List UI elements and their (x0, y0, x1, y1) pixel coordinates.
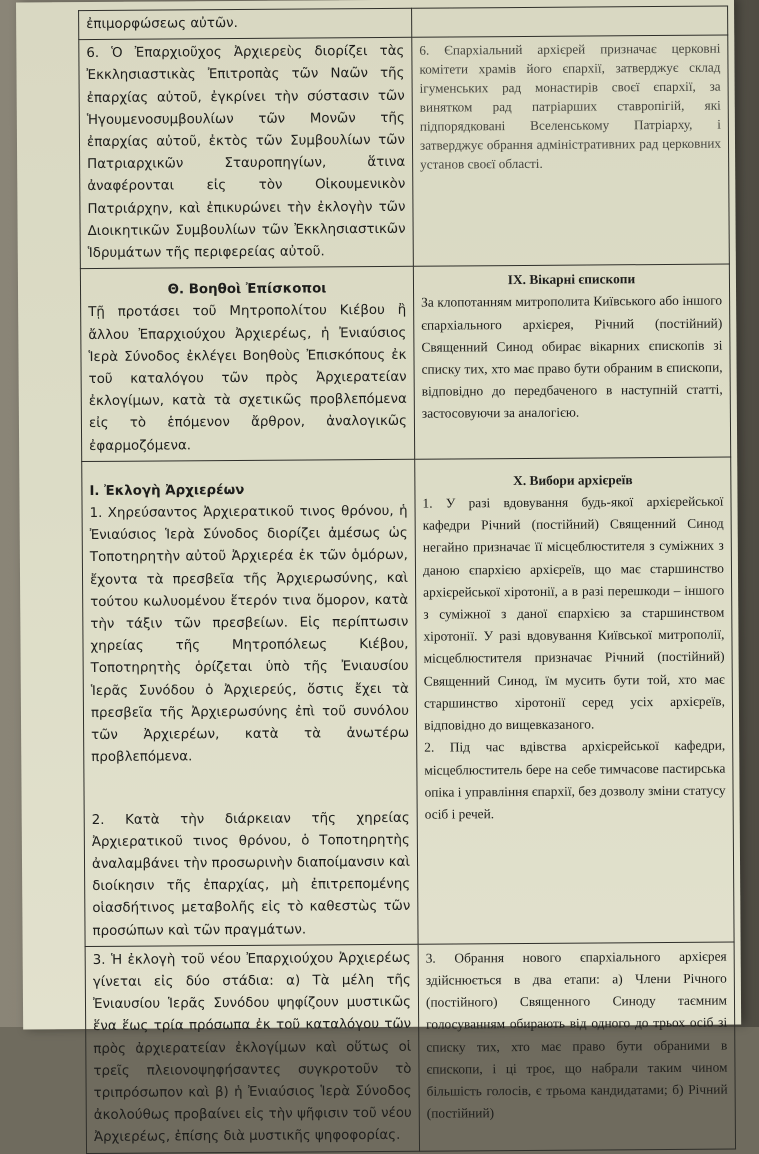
ukrainian-paragraph: За клопотанням митрополита Київського або іншого єпархіального архієрея, Річний (постійний) Священний Синод обирає вікарних єпископів зі списку тих, хто має право бути обраним в єпископи, відповідно до передбаченого в наступній статті, застосовуючи за аналогією. (421, 293, 723, 422)
ukrainian-cell (413, 264, 730, 459)
ukrainian-section-heading: X. Вибори архієреїв (513, 472, 633, 488)
table-row (79, 35, 730, 269)
greek-cell (79, 37, 414, 268)
greek-paragraph-1: 1. Χηρεύσαντος Ἀρχιερατικοῦ τινος θρόνου, ἡ Ἐνιαύσιος Ἱερὰ Σύνοδος διορίζει ἀμέσως ὡς Τοποτηρητὴν αὐτοῦ Ἀρχιερέα ἐκ τῶν ὁμόρων, ἔχοντα τὰ πρεσβεῖα τῆς Ἀρχιερωσύνης, καὶ τούτου κωλυομένου ἕτερόν τινα ὅμορον, κατὰ τὴν τάξιν τῶν πρεσβείων. Εἰς περίπτωσιν χηρείας τῆς Μητροπόλεως Κιέβου, Τοποτηρητὴς ὁρίζεται ὑπὸ τῆς Ἐνιαυσίου Ἱερᾶς Συνόδου ὁ Ἀρχιερεύς, ὅστις ἔχει τὰ πρεσβεῖα τῆς Ἀρχιερωσύνης ἐπὶ τοῦ συνόλου τῶν Ἀρχιερέων, κατὰ τὰ ἀνωτέρω προβλεπόμενα. (89, 503, 410, 766)
ukrainian-cell (412, 35, 730, 266)
greek-section-heading: Θ. Βοηθοὶ Ἐπίσκοποι (167, 281, 327, 298)
ukrainian-cell (412, 6, 728, 37)
greek-cell (82, 459, 418, 946)
ukrainian-paragraph-3: 3. Обрання нового єпархіального архієрея здійснюється в два етапи: а) Члени Річного (постійного) Священного Синоду таємним голосуванням обирають від одного до трьох осіб зі списку тих, хто має право бути обраними в єпископи, і ці троє, що набрали таким чином більшість голосів, є трьома кандидатами; б) Річний (постійний) (425, 948, 728, 1121)
greek-paragraph-3: 3. Ἡ ἐκλογὴ τοῦ νέου Ἐπαρχιούχου Ἀρχιερέως γίνεται εἰς δύο στάδια: α) Τὰ μέλη τῆς Ἐνιαυσίου Ἱερᾶς Συνόδου ψηφίζουν μυστικῶς ἕνα ἕως τρία πρόσωπα ἐκ τοῦ καταλόγου τῶν πρὸς ἀρχιερατείαν ἐκλογίμων καὶ οὕτως οἱ τρεῖς πλειονοψηφήσαντες συγκροτοῦν τὸ τριπρόσωπον καὶ β) ἡ Ἐνιαύσιος Ἱερὰ Σύνοδος ἀκολούθως προβαίνει εἰς τὴν ψῆφισιν τοῦ νέου Ἀρχιερέως, ἐπίσης διὰ μυστικῆς ψηφοφορίας. (92, 950, 412, 1146)
greek-cell (85, 944, 419, 1153)
table-row (79, 6, 728, 40)
ukrainian-paragraph-6: 6. Єпархіальний архієрей призначає церковні комітети храмів його єпархії, затверджує склад ігуменських рад монастирів своєї єпархії, за винятком рад патріарших ставропігій, які підпорядковані Вселенському Патріарху, і затверджує обрання адміністративних рад церковних установ своєї області. (419, 40, 722, 172)
greek-paragraph-6: 6. Ὁ Ἐπαρχιοῦχος Ἀρχιερεὺς διορίζει τὰς Ἐκκλησιαστικὰς Ἐπιτροπὰς τῶν Ναῶν τῆς ἐπαρχίας αὐτοῦ, ἐγκρίνει τὴν σύστασιν τῶν Ἡγουμενοσυμβουλίων τῶν Μονῶν τῆς ἐπαρχίας αὐτοῦ, ἐκτὸς τῶν Συμβουλίων τῶν Πατριαρχικῶν Σταυροπηγίων, ἅτινα ἀναφέρονται εἰς τὸν Οἰκουμενικὸν Πατριάρχην, καὶ ἐπικυρώνει τὴν ἐκλογὴν τῶν Διοικητικῶν Συμβουλίων τῶν Ἐκκλησιαστικῶν Ἱδρυμάτων τῆς περιφερείας αὐτοῦ. (86, 43, 406, 262)
table-row (85, 942, 735, 1153)
ukrainian-cell (418, 942, 735, 1151)
greek-paragraph-2: 2. Κατὰ τὴν διάρκειαν τῆς χηρείας Ἀρχιερατικοῦ τινος θρόνου, ὁ Τοποτηρητὴς ἀναλαμβάνει τὴν προσωρινὴν διαποίμανσιν καὶ διοίκησιν τῆς ἐπαρχίας, μὴ ἐπιτρεπομένης οἱασδήτινος μεταβολῆς εἰς τὸ καθεστὼς τῶν προσώπων καὶ τῶν πραγμάτων. (91, 810, 411, 939)
ukrainian-paragraph-1: 1. У разі вдовування будь-якої архієрейської кафедри Річний (постійний) Священний Синод негайно призначає її місцеблюстителя з суміжних з даною єпархією архієреїв, що має старшинство архієрейської хіротонії, а в разі перешкоди – іншого з суміжної з даної єпархією за старшинством хіротонії. У разі вдовування Київської митрополії, місцеблюстителя призначає Річний (постійний) Священний Синод, їм мусить бути той, хто має старшинство хіротонії серед усіх архієреїв, відповідно до вищевказаного. (422, 493, 725, 733)
document-page (16, 0, 741, 1146)
ukrainian-section-heading: IX. Вікарні єпископи (507, 271, 636, 288)
greek-cell (80, 266, 414, 461)
greek-text: ἐπιμορφώσεως αὐτῶν. (86, 15, 238, 33)
ukrainian-paragraph-2: 2. Під час вдівства архієрейської кафедри, місцеблюститель бере на себе тимчасове пастирська опіка і управління єпархії, без дозволу зміни статусу осіб і речей. (424, 737, 726, 822)
table-row (80, 264, 730, 461)
table-row (82, 457, 734, 946)
parallel-text-table (78, 6, 736, 1154)
ukrainian-text (419, 10, 720, 12)
greek-paragraph: Τῇ προτάσει τοῦ Μητροπολίτου Κιέβου ἢ ἄλλου Ἐπαρχιούχου Ἀρχιερέως, ἡ Ἐνιαύσιος Ἱερὰ Σύνοδος ἐκλέγει Βοηθοὺς Ἐπισκόπους ἐκ τοῦ καταλόγου τῶν πρὸς Ἀρχιερατείαν ἐκλογίμων, κατὰ τὰ σχετικῶς προβλεπόμενα εἰς τὸ ἑπόμενον ἄρθρον, ἀναλογικῶς ἐφαρμοζόμενα. (88, 303, 407, 454)
greek-cell (79, 8, 412, 40)
ukrainian-cell (415, 457, 734, 944)
greek-section-heading: Ι. Ἐκλογὴ Ἀρχιερέων (89, 482, 245, 499)
